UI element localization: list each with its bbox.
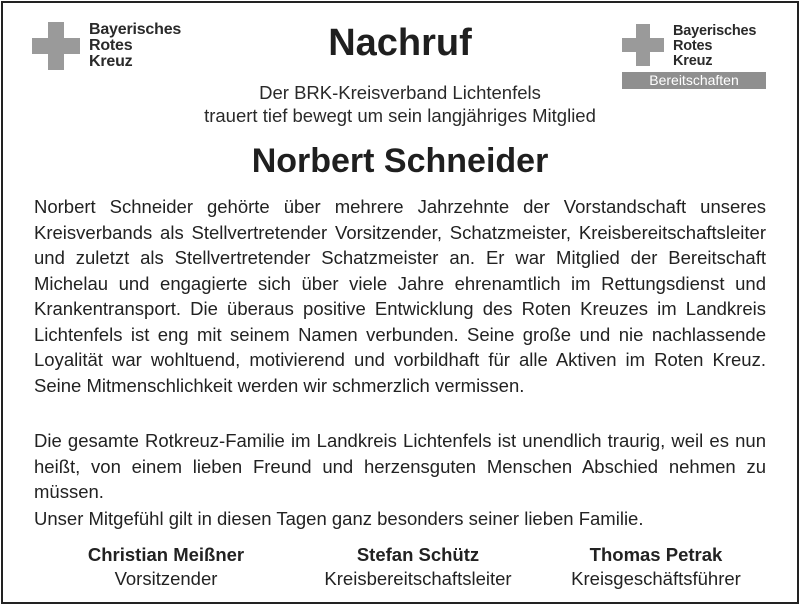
- brk-logo-right: [622, 24, 756, 69]
- signatory: [60, 543, 272, 591]
- paragraph-tribute: Norbert Schneider gehörte über mehrere Jahrzehnte der Vorstandschaft unseres Kreisverbands als Stellvertretender Vorsitzender, Schatzmeister, Kreisbereitschaftsleiter und zuletzt als Stellvertretender Schatzmeister an. Er war Mitglied der Bereitschaft Michelau und engagierte sich über viele Jahre ehrenamtlich im Rettungsdienst und Krankentransport. Die überaus positive Entwicklung des Roten Kreuzes im Landkreis Lichtenfels ist eng mit seinem Namen verbunden. Seine große und nie nachlassende Loyalität war wohltuend, motivierend und vorbildhaft für alle Aktiven im Roten Kreuz. Seine Mitmenschlichkeit werden wir schmerzlich vermissen.: [34, 196, 766, 396]
- signatory-role: Kreisgeschäftsführer: [571, 568, 741, 589]
- signatory-name: Christian Meißner: [87, 544, 245, 565]
- red-cross-icon: [622, 24, 664, 66]
- paragraph-grief: Die gesamte Rotkreuz-Familie im Landkreis Lichtenfels ist unendlich traurig, weil es nun heißt, von einem lieben Freund und herzensguten Menschen Abschied nehmen zu müssen.: [34, 430, 766, 502]
- intro-line-1: Der BRK-Kreisverband Lichtenfels: [259, 82, 541, 103]
- logo-line: Bayerisches: [89, 21, 182, 38]
- intro-line-2: trauert tief bewegt um sein langjähriges Mitglied: [204, 105, 596, 126]
- signatory-role: Vorsitzender: [114, 568, 218, 589]
- logo-line: Rotes: [673, 38, 713, 54]
- logo-line: Bayerisches: [673, 23, 757, 39]
- logo-line: Kreuz: [673, 53, 713, 69]
- logo-band-bereitschaften: Bereitschaften: [622, 72, 766, 89]
- paragraph-condolence: Unser Mitgefühl gilt in diesen Tagen ganz besonders seiner lieben Familie.: [34, 508, 644, 529]
- page-title: Nachruf: [328, 22, 472, 64]
- signatory-role: Kreisbereitschaftsleiter: [324, 568, 512, 589]
- signatory: [300, 543, 536, 591]
- signatory-name: Thomas Petrak: [589, 544, 723, 565]
- deceased-name: Norbert Schneider: [251, 142, 549, 180]
- signatory-name: Stefan Schütz: [356, 544, 480, 565]
- logo-text: [673, 24, 756, 69]
- logo-line: Rotes: [89, 37, 133, 54]
- logo-line: Kreuz: [89, 53, 133, 70]
- signatory: [548, 543, 764, 591]
